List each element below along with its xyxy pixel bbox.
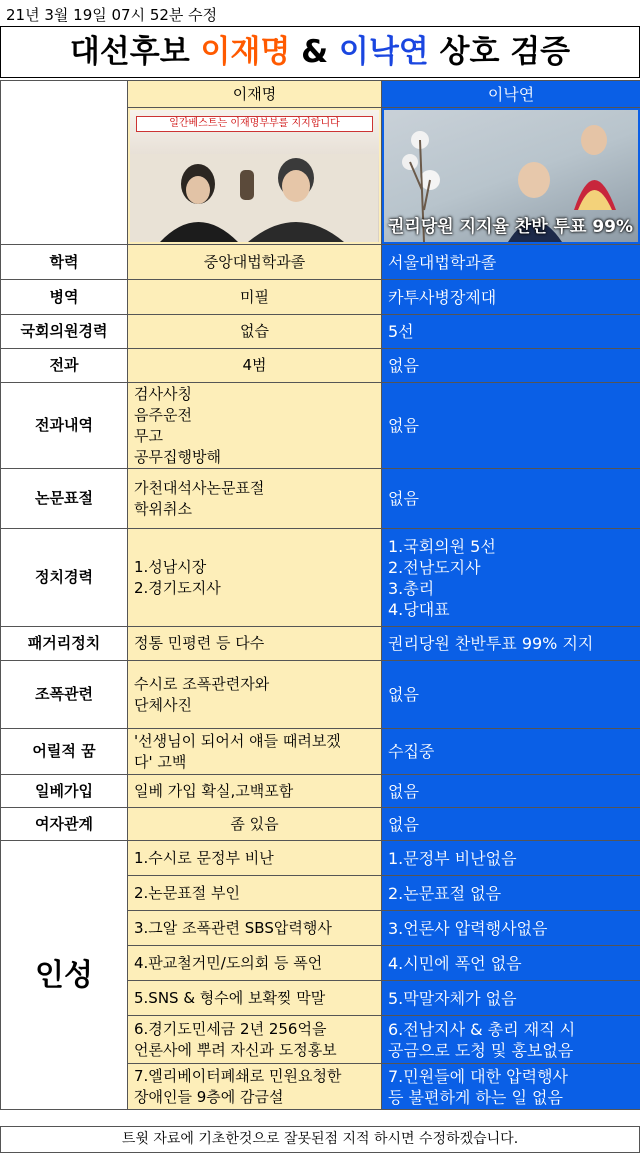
lee-value: 미필	[128, 280, 382, 315]
line: '선생님이 되어서 얘들 때려보겠	[134, 731, 341, 750]
line: 다' 고백	[134, 752, 187, 771]
row-label: 패거리정치	[1, 627, 128, 661]
nak-value	[382, 1016, 640, 1064]
nak-value: 카투사병장제대	[382, 280, 640, 315]
page-title	[0, 26, 640, 78]
nak-value: 없음	[382, 383, 640, 469]
nak-value: 없음	[382, 775, 640, 808]
line: 수시로 조폭관련자와	[134, 674, 270, 693]
header-row	[1, 81, 640, 108]
nak-value: 없음	[382, 349, 640, 383]
row-record-detail	[1, 383, 640, 469]
lee-value: 3.그알 조폭관련 SBS압력행사	[128, 911, 382, 946]
line: 가천대석사논문표절	[134, 478, 265, 497]
lee-photo-banner: 일간베스트는 이재명부부를 지지합니다	[136, 116, 373, 132]
row-label: 논문표절	[1, 469, 128, 529]
line: 언론사에 뿌려 자신과 도정홍보	[134, 1040, 337, 1059]
nak-photo	[384, 110, 638, 242]
header-lee: 이재명	[128, 81, 382, 108]
line: 무고	[134, 426, 163, 445]
nak-value: 1.문정부 비난없음	[382, 841, 640, 876]
lee-value: 2.논문표절 부인	[128, 876, 382, 911]
row-ilbe	[1, 775, 640, 808]
row-label: 조폭관련	[1, 661, 128, 729]
line: 1.성남시장	[134, 557, 207, 576]
line: 단체사진	[134, 695, 192, 714]
nak-value	[382, 529, 640, 627]
lee-value	[128, 729, 382, 775]
line: 학위취소	[134, 499, 192, 518]
lee-value: 일베 가입 확실,고백포함	[128, 775, 382, 808]
row-assembly	[1, 315, 640, 349]
line: 등 불편하게 하는 일 없음	[388, 1087, 563, 1107]
nak-value	[382, 1064, 640, 1110]
lee-value	[128, 383, 382, 469]
lee-photo	[130, 110, 379, 242]
row-label: 어릴적 꿈	[1, 729, 128, 775]
line: 공무집행방해	[134, 447, 221, 466]
row-label: 학력	[1, 245, 128, 280]
line: 장애인들 9층에 감금설	[134, 1087, 284, 1106]
header-nak: 이낙연	[382, 81, 640, 108]
lee-value	[128, 469, 382, 529]
title-lee: 이재명	[200, 34, 291, 70]
row-label: 여자관계	[1, 808, 128, 841]
nak-value: 없음	[382, 661, 640, 729]
lee-value: 5.SNS & 형수에 보확찢 막말	[128, 981, 382, 1016]
character-label: 인성	[1, 841, 128, 1110]
lee-photo-figures	[130, 110, 378, 242]
character-row	[1, 841, 640, 876]
row-label: 병역	[1, 280, 128, 315]
row-plagiarism	[1, 469, 640, 529]
nak-value: 5.막말자체가 없음	[382, 981, 640, 1016]
line: 2.경기도지사	[134, 578, 221, 597]
update-note: 21년 3월 19일 07시 52분 수정	[6, 6, 218, 24]
lee-value	[128, 529, 382, 627]
row-label: 국회의원경력	[1, 315, 128, 349]
lee-value: 정통 민평련 등 다수	[128, 627, 382, 661]
lee-value: 좀 있음	[128, 808, 382, 841]
lee-value: 4범	[128, 349, 382, 383]
nak-value: 없음	[382, 808, 640, 841]
row-gang	[1, 661, 640, 729]
line: 음주운전	[134, 405, 192, 424]
line: 6.경기도민세금 2년 256억을	[134, 1019, 327, 1038]
row-dream	[1, 729, 640, 775]
title-suffix: 상호 검증	[428, 34, 571, 70]
line: 공금으로 도청 및 홍보없음	[388, 1040, 574, 1060]
title-prefix: 대선후보	[69, 34, 201, 70]
lee-value	[128, 661, 382, 729]
line: 3.총리	[388, 578, 435, 598]
row-education	[1, 245, 640, 280]
lee-value	[128, 1064, 382, 1110]
nak-value: 5선	[382, 315, 640, 349]
corner-cell	[1, 81, 128, 245]
nak-value: 없음	[382, 469, 640, 529]
row-label: 정치경력	[1, 529, 128, 627]
row-military	[1, 280, 640, 315]
lee-value: 중앙대법학과졸	[128, 245, 382, 280]
line: 6.전남지사 & 총리 재직 시	[388, 1019, 576, 1039]
line: 1.국회의원 5선	[388, 536, 496, 556]
row-record	[1, 349, 640, 383]
nak-value: 수집중	[382, 729, 640, 775]
row-label: 일베가입	[1, 775, 128, 808]
row-faction	[1, 627, 640, 661]
lee-value: 없습	[128, 315, 382, 349]
footer-note: 트윗 자료에 기초한것으로 잘못된점 지적 하시면 수정하겠습니다.	[0, 1126, 640, 1153]
nak-value: 4.시민에 폭언 없음	[382, 946, 640, 981]
nak-photo-caption: 권리당원 지지율 찬반 투표 99%	[388, 217, 634, 237]
line: 7.민원들에 대한 압력행사	[388, 1066, 568, 1086]
line: 2.전남도지사	[388, 557, 481, 577]
line: 7.엘리베이터폐쇄로 민원요청한	[134, 1066, 342, 1085]
title-nak: 이낙연	[338, 34, 429, 70]
nak-value: 2.논문표절 없음	[382, 876, 640, 911]
lee-value	[128, 1016, 382, 1064]
photo-nak-cell	[382, 108, 640, 245]
row-label: 전과	[1, 349, 128, 383]
row-label: 전과내역	[1, 383, 128, 469]
photo-lee-cell	[128, 108, 382, 245]
nak-value: 3.언론사 압력행사없음	[382, 911, 640, 946]
line: 검사사칭	[134, 384, 192, 403]
lee-value: 4.판교철거민/도의회 등 폭언	[128, 946, 382, 981]
row-relationship	[1, 808, 640, 841]
comparison-table	[0, 80, 640, 1110]
lee-value: 1.수시로 문정부 비난	[128, 841, 382, 876]
nak-value: 권리당원 찬반투표 99% 지지	[382, 627, 640, 661]
title-amp: &	[290, 34, 339, 70]
row-career	[1, 529, 640, 627]
nak-value: 서울대법학과졸	[382, 245, 640, 280]
line: 4.당대표	[388, 599, 450, 619]
